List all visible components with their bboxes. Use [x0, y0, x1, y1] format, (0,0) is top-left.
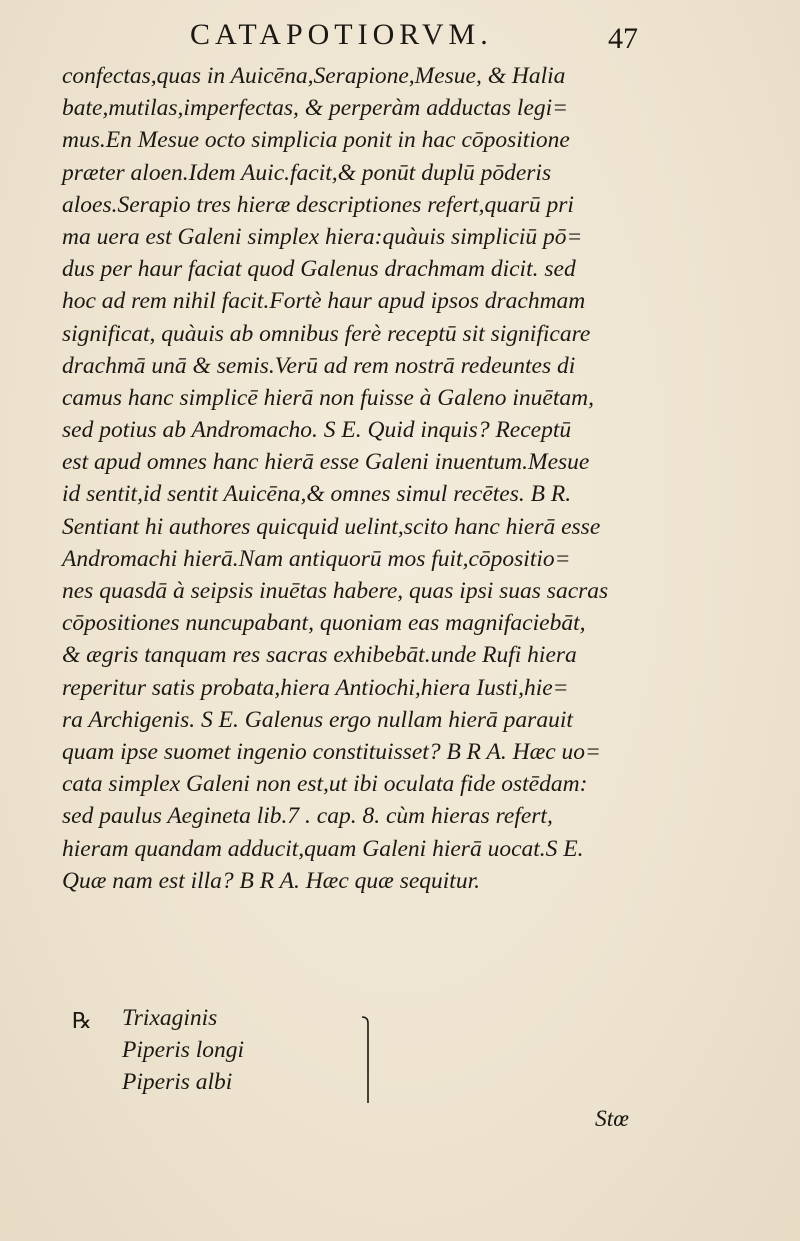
text-line: nes quasdā à seipsis inuētas habere, quas ipsi suas sacras — [62, 578, 609, 604]
text-line: quam ipse suomet ingenio constituisset? B R A. Hæc uo= — [62, 738, 601, 765]
recipe-list — [62, 1005, 782, 1145]
text-line: hoc ad rem nihil facit.Fortè haur apud ipsos drachmam — [62, 288, 586, 315]
text-line: confectas,quas in Auicēna,Serapione,Mesue, & Halia — [62, 63, 566, 89]
running-head: CATAPOTIORVM. — [190, 18, 493, 51]
text-line: ma uera est Galeni simplex hiera:quàuis simpliciū pō= — [62, 223, 583, 250]
ingredient-item: Piperis longi — [122, 1037, 245, 1063]
catchword: Stœ — [595, 1106, 629, 1132]
text-line: id sentit,id sentit Auicēna,& omnes simul recētes. B R. — [62, 481, 572, 508]
text-line: dus per haur faciat quod Galenus drachmam dicit. sed — [62, 256, 576, 283]
text-line: camus hanc simplicē hierā non fuisse à Galeno inuētam, — [62, 384, 594, 411]
text-line: reperitur satis probata,hiera Antiochi,hiera Iusti,hie= — [62, 674, 569, 701]
text-line: ra Archigenis. S E. Galenus ergo nullam hierā parauit — [62, 706, 573, 733]
rx-icon: ℞ — [72, 1009, 92, 1034]
text-line: Sentiant hi authores quicquid uelint,scito hanc hierā esse — [62, 513, 601, 540]
text-line: Quæ nam est illa? B R A. Hæc quæ sequitur. — [62, 867, 480, 894]
text-line: est apud omnes hanc hierā esse Galeni inuentum.Mesue — [62, 449, 590, 476]
text-line: drachmā unā & semis.Verū ad rem nostrā redeuntes di — [62, 352, 576, 379]
text-line: & ægris tanquam res sacras exhibebāt.unde Rufi hiera — [62, 642, 577, 669]
text-line: præter aloen.Idem Auic.facit,& ponūt duplū pōderis — [62, 159, 552, 186]
page-number: 47 — [608, 22, 638, 55]
text-line: cata simplex Galeni non est,ut ibi oculata fide ostēdam: — [62, 771, 588, 798]
bracket-icon — [362, 1015, 370, 1105]
body-text — [62, 60, 752, 897]
text-line: significat, quàuis ab omnibus ferè receptū sit significare — [62, 320, 591, 347]
text-line: aloes.Serapio tres hieræ descriptiones refert,quarū pri — [62, 191, 574, 218]
ingredient-item: Piperis albi — [122, 1069, 233, 1095]
text-line: hieram quandam adducit,quam Galeni hierā uocat.S E. — [62, 835, 584, 862]
page-header — [0, 16, 800, 56]
ingredient-item: Trixaginis — [122, 1005, 218, 1031]
text-line: mus.En Mesue octo simplicia ponit in hac cōpositione — [62, 127, 570, 154]
text-line: bate,mutilas,imperfectas, & perperàm adductas legi= — [62, 95, 569, 122]
text-line: sed potius ab Andromacho. S E. Quid inquis? Receptū — [62, 417, 572, 444]
text-line: sed paulus Aegineta lib.7 . cap. 8. cùm hieras refert, — [62, 803, 553, 830]
text-line: cōpositiones nuncupabant, quoniam eas magnifaciebāt, — [62, 610, 586, 637]
text-line: Andromachi hierā.Nam antiquorū mos fuit,cōpositio= — [62, 545, 571, 572]
